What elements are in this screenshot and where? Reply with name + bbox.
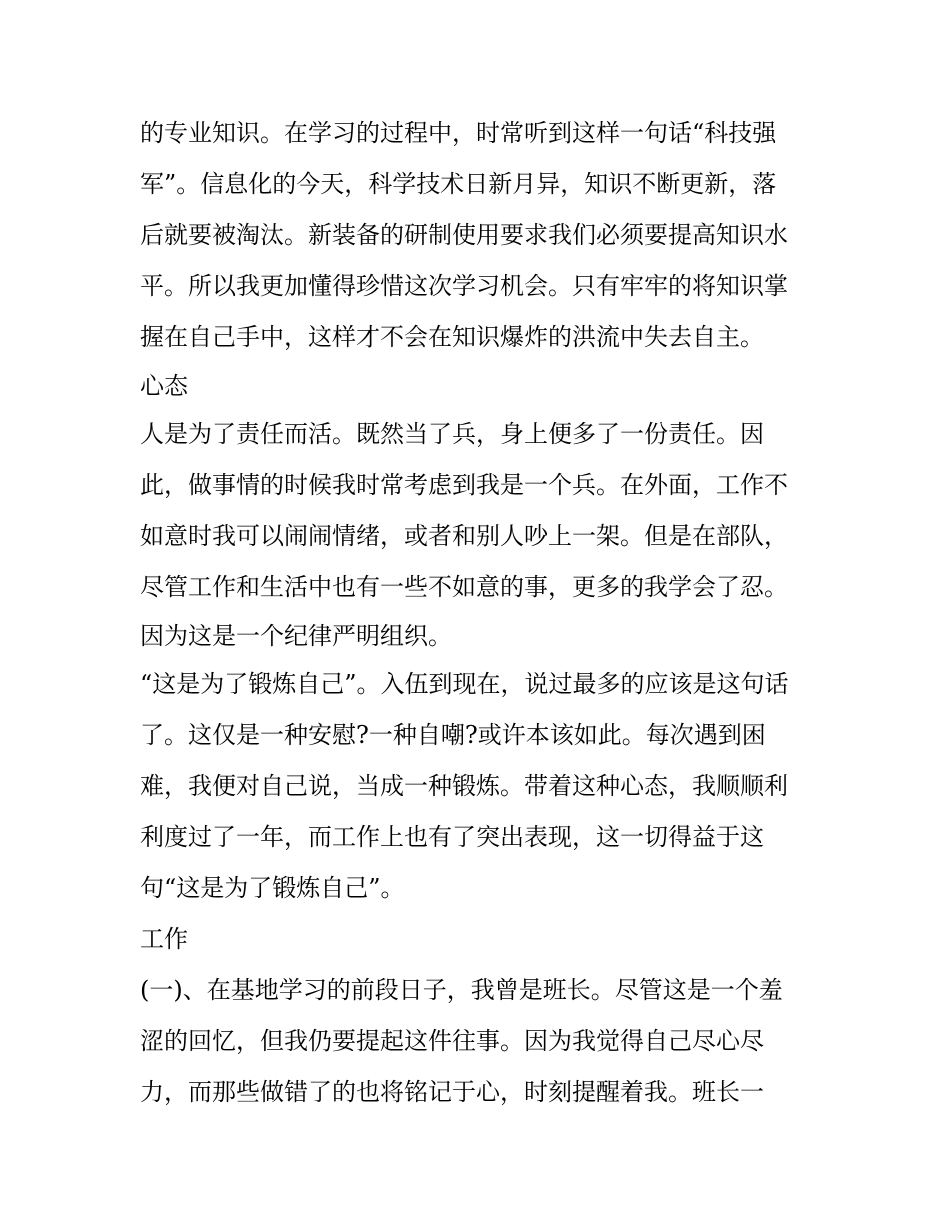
text-line: 难，我便对自己说，当成一种锻炼。带着这种心态，我顺顺利 xyxy=(140,772,788,800)
text-line: 句“这是为了锻炼自己”。 xyxy=(140,874,405,902)
text-line: 的专业知识。在学习的过程中，时常听到这样一句话“科技强 xyxy=(140,119,777,147)
section-heading-mindset: 心态 xyxy=(140,372,188,400)
text-line: (一)、在基地学习的前段日子，我曾是班长。尽管这是一个羞 xyxy=(140,976,783,1004)
document-body xyxy=(140,108,820,1118)
text-line: 握在自己手中，这样才不会在知识爆炸的洪流中失去自主。 xyxy=(140,323,764,351)
text-line: 如意时我可以闹闹情绪，或者和别人吵上一架。但是在部队， xyxy=(140,522,788,550)
text-line: 力，而那些做错了的也将铭记于心，时刻提醒着我。班长一 xyxy=(140,1078,764,1106)
text-line: 涩的回忆，但我仍要提起这件往事。因为我觉得自己尽心尽 xyxy=(140,1027,764,1055)
text-line: 因为这是一个纪律严明组织。 xyxy=(140,622,452,650)
text-line: 平。所以我更加懂得珍惜这次学习机会。只有牢牢的将知识掌 xyxy=(140,272,788,300)
text-line: 利度过了一年，而工作上也有了突出表现，这一切得益于这 xyxy=(140,823,764,851)
text-line: 人是为了责任而活。既然当了兵，身上便多了一份责任。因 xyxy=(140,420,764,448)
section-heading-work: 工作 xyxy=(140,925,188,953)
text-line: 尽管工作和生活中也有一些不如意的事，更多的我学会了忍。 xyxy=(140,573,788,601)
text-line: 后就要被淘汰。新装备的研制使用要求我们必须要提高知识水 xyxy=(140,221,788,249)
text-line: “这是为了锻炼自己”。入伍到现在，说过最多的应该是这句话 xyxy=(140,670,789,698)
text-line: 了。这仅是一种安慰?一种自嘲?或许本该如此。每次遇到困 xyxy=(140,721,766,749)
text-line: 此，做事情的时候我时常考虑到我是一个兵。在外面，工作不 xyxy=(140,471,788,499)
text-line: 军”。信息化的今天，科学技术日新月异，知识不断更新，落 xyxy=(140,170,777,198)
